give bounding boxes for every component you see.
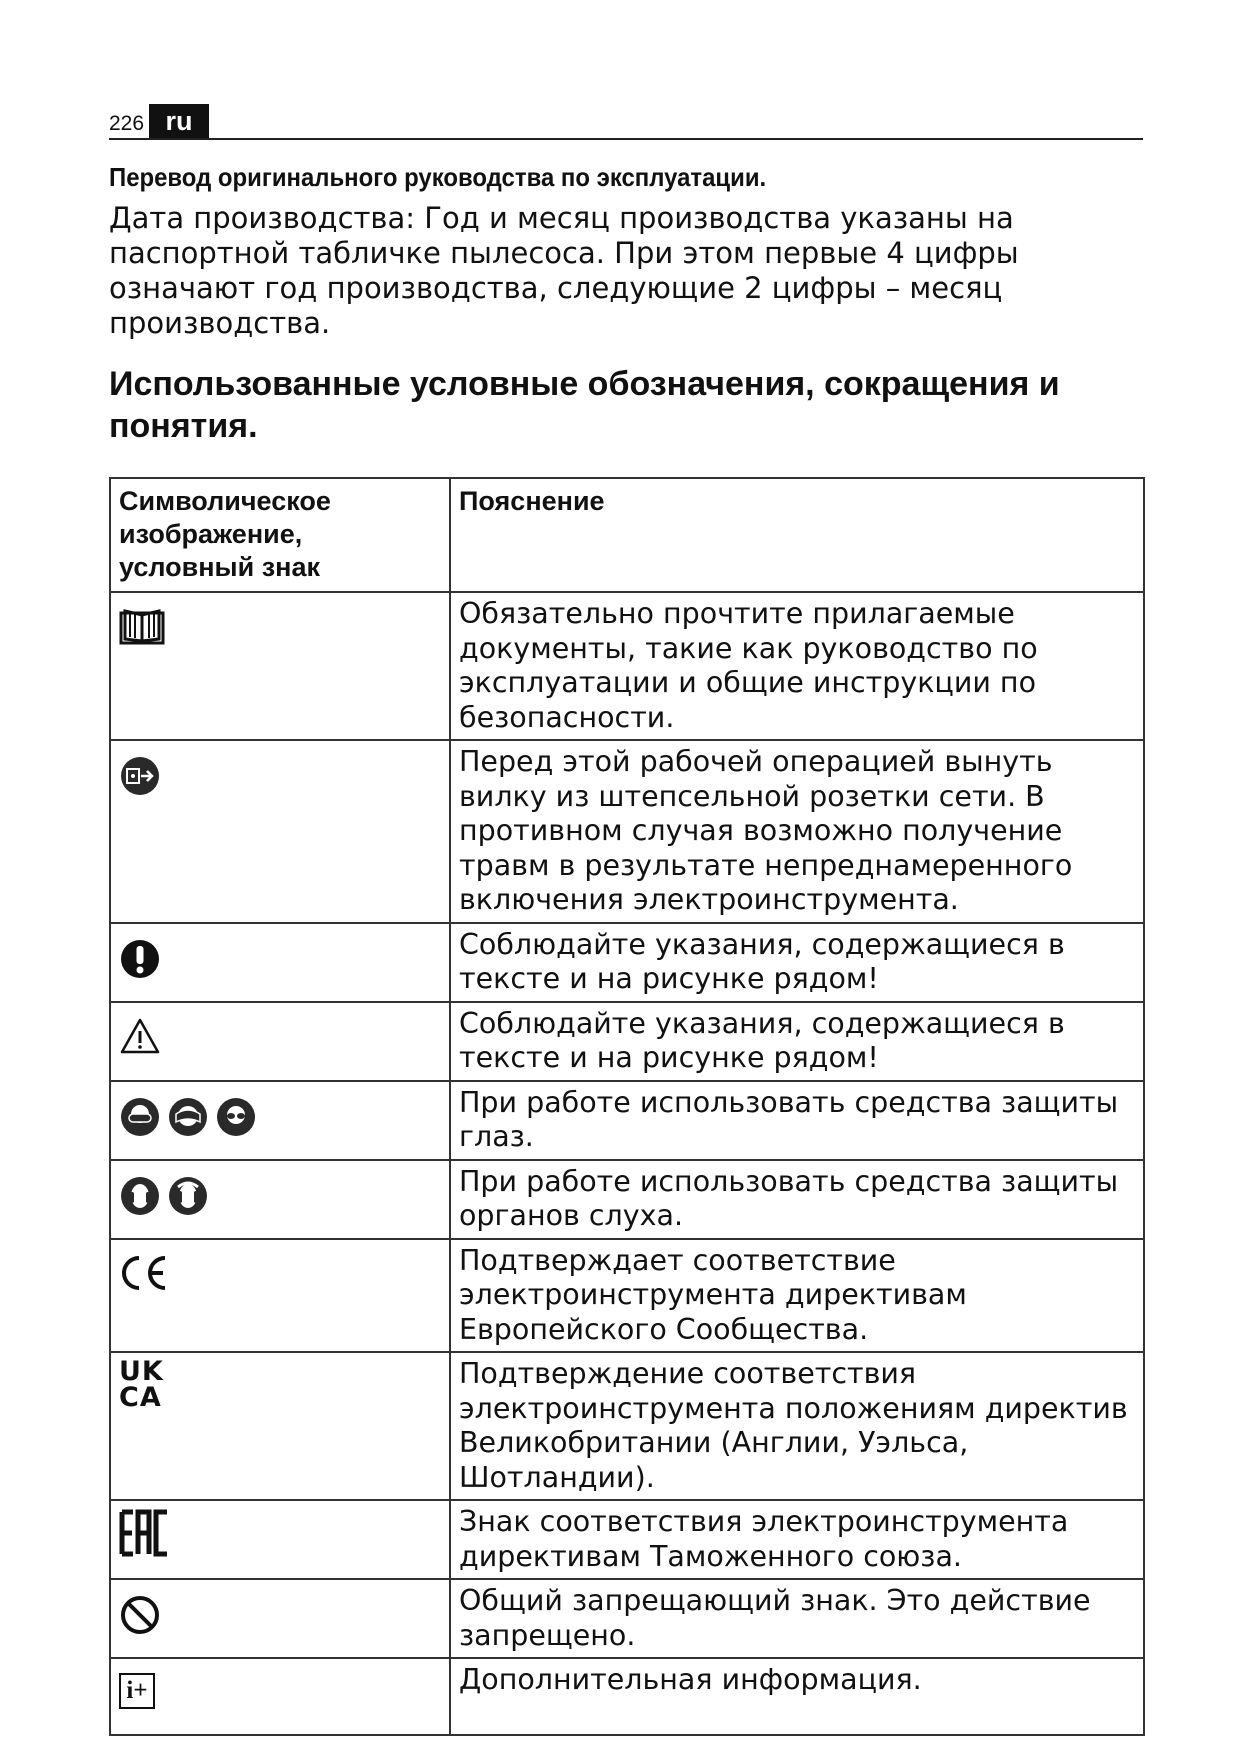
- exclamation-circle-icon: [119, 938, 161, 980]
- page-number: 226: [109, 112, 145, 135]
- explanation-cell: Подтверждает соответствие электроинструмента директивам Европейского Сообщества.: [450, 1239, 1144, 1353]
- table-row: [110, 1579, 1144, 1658]
- symbol-cell: [110, 1002, 450, 1081]
- table-header-row: [110, 478, 1144, 592]
- table-row: [110, 740, 1144, 923]
- hearing-protection-icons: [119, 1175, 441, 1217]
- explanation-cell: Соблюдайте указания, содержащиеся в тексте и на рисунке рядом!: [450, 923, 1144, 1002]
- warning-triangle-icon: [119, 1017, 161, 1055]
- symbol-cell: [110, 1352, 450, 1500]
- ear-plugs-icon: [167, 1175, 209, 1217]
- safety-glasses-icon: [215, 1096, 257, 1138]
- symbols-table: [109, 477, 1145, 1736]
- table-row: [110, 1160, 1144, 1239]
- ukca-top: UK: [119, 1356, 164, 1387]
- header-explanation: Пояснение: [450, 478, 1144, 592]
- header-symbol: Символическое изображение, условный знак: [110, 478, 450, 592]
- info-plus-icon: [119, 1673, 155, 1709]
- ukca-bottom: CA: [119, 1382, 162, 1413]
- explanation-cell: Подтверждение соответствия электроинструмента положениям директив Великобритании (Англии, Уэльса, Шотландии).: [450, 1352, 1144, 1500]
- table-row: [110, 1239, 1144, 1353]
- table-row: [110, 1500, 1144, 1579]
- symbol-cell: [110, 1579, 450, 1658]
- symbol-cell: [110, 1658, 450, 1735]
- explanation-cell: Знак соответствия электроинструмента директивам Таможенного союза.: [450, 1500, 1144, 1579]
- symbol-cell: [110, 1160, 450, 1239]
- page-header: [109, 102, 1143, 140]
- production-date-paragraph: Дата производства: Год и месяц производства указаны на паспортной табличке пылесоса. При этом первые 4 цифры означают год производства, следующие 2 цифры – месяц производства.: [109, 201, 1019, 340]
- language-badge: ru: [149, 104, 209, 138]
- table-row: [110, 1081, 1144, 1160]
- table-row: [110, 923, 1144, 1002]
- explanation-cell: Соблюдайте указания, содержащиеся в тексте и на рисунке рядом!: [450, 1002, 1144, 1081]
- table-row: [110, 592, 1144, 740]
- manual-book-icon: [119, 607, 165, 645]
- ear-muffs-icon: [119, 1175, 161, 1217]
- document-page: [109, 102, 1143, 1736]
- symbol-cell: [110, 923, 450, 1002]
- symbol-cell: [110, 1081, 450, 1160]
- eac-mark-icon: [119, 1509, 171, 1557]
- symbol-cell: [110, 592, 450, 740]
- section-title: Использованные условные обозначения, сокращения и понятия.: [109, 365, 1060, 445]
- ukca-mark-icon: [119, 1356, 441, 1413]
- table-row: [110, 1658, 1144, 1735]
- unplug-icon: [119, 755, 161, 797]
- document-subtitle: Перевод оригинального руководства по эксплуатации.: [109, 162, 767, 192]
- prohibition-icon: [119, 1594, 161, 1636]
- explanation-cell: Перед этой рабочей операцией вынуть вилку из штепсельной розетки сети. В противном случая возможно получение травм в результате непреднамеренного включения электроинструмента.: [450, 740, 1144, 923]
- table-row: [110, 1352, 1144, 1500]
- explanation-cell: Дополнительная информация.: [450, 1658, 1144, 1735]
- goggles-icon: [119, 1096, 161, 1138]
- explanation-cell: Обязательно прочтите прилагаемые документы, такие как руководство по эксплуатации и общие инструкции по безопасности.: [450, 592, 1144, 740]
- explanation-cell: При работе использовать средства защиты глаз.: [450, 1081, 1144, 1160]
- explanation-cell: При работе использовать средства защиты органов слуха.: [450, 1160, 1144, 1239]
- info-plus-label: i+: [126, 1677, 148, 1704]
- explanation-cell: Общий запрещающий знак. Это действие запрещено.: [450, 1579, 1144, 1658]
- eye-protection-icons: [119, 1096, 441, 1138]
- table-row: [110, 1002, 1144, 1081]
- symbol-cell: [110, 740, 450, 923]
- symbol-cell: [110, 1500, 450, 1579]
- symbol-cell: [110, 1239, 450, 1353]
- ce-mark-icon: [119, 1254, 171, 1292]
- face-shield-icon: [167, 1096, 209, 1138]
